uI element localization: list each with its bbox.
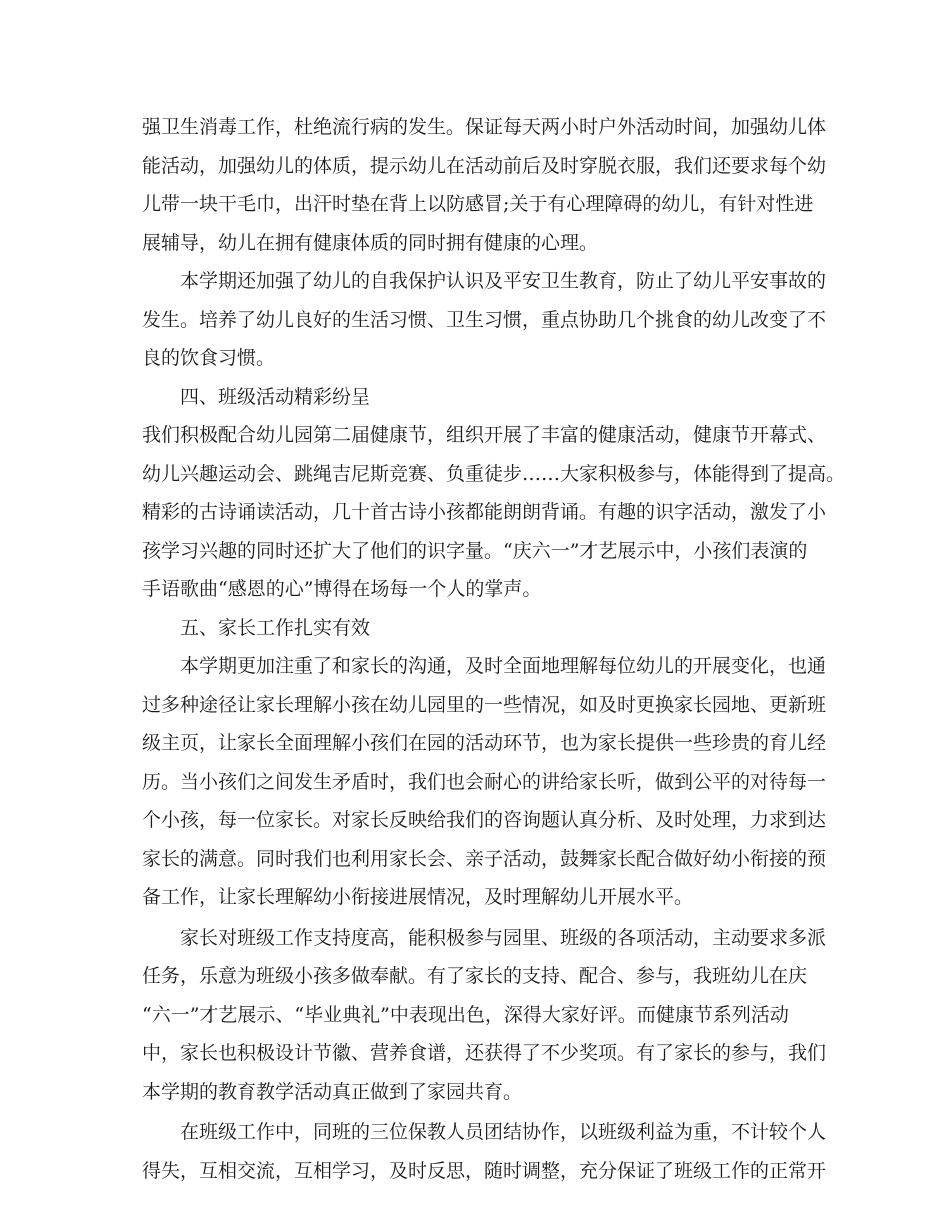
text-line: 本学期更加注重了和家长的沟通，及时全面地理解每位幼儿的开展变化，也通 [180,655,827,677]
section-heading-class-activities [142,378,822,417]
text-line: 级主页，让家长全面理解小孩们在园的活动环节，也为家长提供一些珍贵的育儿经 [142,732,827,754]
text-line: 在班级工作中，同班的三位保教人员团结协作，以班级利益为重，不计较个人 [180,1121,827,1143]
text-line: 家长对班级工作支持度高，能积极参与园里、班级的各项活动，主动要求多派 [180,926,827,949]
text-line: 得失，互相交流，互相学习，及时反思，随时调整，充分保证了班级工作的正常开 [142,1159,827,1182]
text-line: 我们积极配合幼儿园第二届健康节，组织开展了丰富的健康活动，健康节开幕式、 [142,424,827,446]
text-line: “六一”才艺展示、“毕业典礼”中表现出色，深得大家好评。而健康节系列活动 [142,1003,789,1026]
text-line: 备工作，让家长理解幼小衔接进展情况，及时理解幼儿开展水平。 [142,886,694,908]
text-line: 发生。培养了幼儿良好的生活习惯、卫生习惯，重点协助几个挑食的幼儿改变了不 [142,308,827,331]
paragraph-parent-communication [142,647,827,917]
text-line: 孩学习兴趣的同时还扩大了他们的识字量。“庆六一”才艺展示中，小孩们表演的 [142,539,808,562]
paragraph-teamwork [142,1113,827,1190]
heading-text: 四、班级活动精彩纷呈 [180,385,371,408]
text-line: 本学期的教育教学活动真正做到了家园共育。 [142,1080,523,1103]
text-line: 中，家长也积极设计节徽、营养食谱，还获得了不少奖项。有了家长的参与，我们 [142,1042,827,1064]
document-body [142,108,846,1190]
text-line: 展辅导，幼儿在拥有健康体质的同时拥有健康的心理。 [142,231,599,254]
paragraph-continuation [142,108,827,262]
text-line: 儿带一块干毛巾，出汗时垫在背上以防感冒;关于有心理障碍的幼儿，有针对性进 [142,193,814,215]
paragraph-safety-education [142,262,827,378]
text-line: 手语歌曲“感恩的心”博得在场每一个人的掌声。 [142,578,542,600]
section-heading-parent-work [142,609,822,648]
text-line: 精彩的古诗诵读活动，几十首古诗小孩都能朗朗背诵。有趣的识字活动，激发了小 [142,501,827,523]
text-line: 良的饮食习惯。 [142,347,276,369]
text-line: 过多种途径让家长理解小孩在幼儿园里的一些情况，如及时更换家长园地、更新班 [142,693,827,716]
text-line: 家长的满意。同时我们也利用家长会、亲子活动，鼓舞家长配合做好幼小衔接的预 [142,847,827,870]
text-line: 强卫生消毒工作，杜绝流行病的发生。保证每天两小时户外活动时间，加强幼儿体 [142,116,827,138]
text-line: 能活动，加强幼儿的体质，提示幼儿在活动前后及时穿脱衣服，我们还要求每个幼 [142,154,827,177]
paragraph-parent-support [142,919,827,1112]
text-line: 任务，乐意为班级小孩多做奉献。有了家长的支持、配合、参与，我班幼儿在庆 [142,965,808,987]
text-line: 本学期还加强了幼儿的自我保护认识及平安卫生教育，防止了幼儿平安事故的 [180,270,827,292]
text-line: 幼儿兴趣运动会、跳绳吉尼斯竞赛、负重徒步……大家积极参与，体能得到了提高。 [142,462,846,485]
text-line: 个小孩，每一位家长。对家长反映给我们的咨询题认真分析、及时处理，力求到达 [142,809,827,831]
heading-text: 五、家长工作扎实有效 [180,616,371,639]
text-line: 历。当小孩们之间发生矛盾时，我们也会耐心的讲给家长听，做到公平的对待每一 [142,770,827,793]
paragraph-health-festival [142,416,846,609]
